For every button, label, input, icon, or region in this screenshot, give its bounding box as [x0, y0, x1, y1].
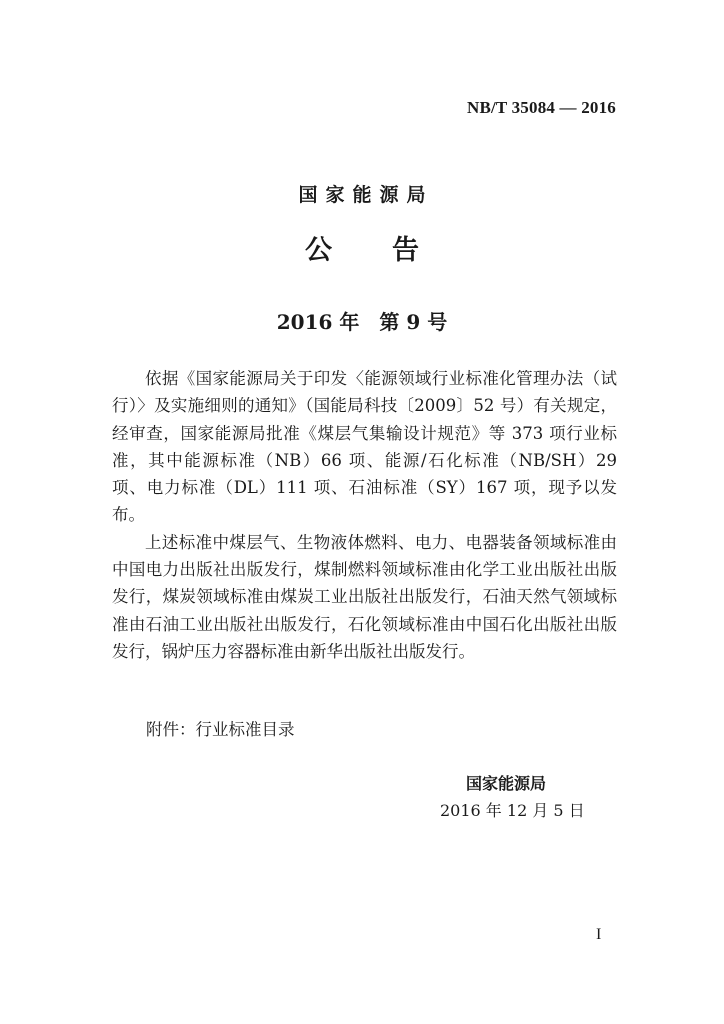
announcement-body: [112, 365, 617, 665]
announcement-year: 2016 年: [276, 310, 360, 334]
signature-organization: 国家能源局: [466, 774, 547, 793]
issuer-heading: 国家能源局: [298, 184, 434, 206]
body-paragraph-publishers: 上述标准中煤层气、生物液体燃料、电力、电器装备领域标准由中国电力出版社出版发行，煤制燃料领域标准由化学工业出版社出版发行，煤炭领域标准由煤炭工业出版社出版发行，石油天然气领域标准由石油工业出版社出版发行，石化领域标准由中国石化出版社出版发行，锅炉压力容器标准由新华出版社出版发行。: [112, 532, 617, 661]
signature-date: 2016 年 12 月 5 日: [440, 801, 585, 820]
page-number: I: [596, 926, 602, 943]
standard-code: NB/T 35084 — 2016: [466, 98, 616, 117]
announcement-number: [0, 306, 724, 335]
announcement-title: 公告: [305, 235, 479, 266]
attachment-note: 附件：行业标准目录: [146, 720, 295, 739]
body-paragraph-approval: 依据《国家能源局关于印发〈能源领域行业标准化管理办法（试行）〉及实施细则的通知》（国能局科技〔2009〕52 号）有关规定，经审查，国家能源局批准《煤层气集输设计规范》等 373 项行业标准，其中能源标准（NB）66 项、能源/石化标准（NB/SH）29 项、电力标准（DL）111 项、石油标准（SY）167 项，现予以发布。: [112, 369, 617, 525]
announcement-issue-number: 第 9 号: [379, 310, 448, 334]
